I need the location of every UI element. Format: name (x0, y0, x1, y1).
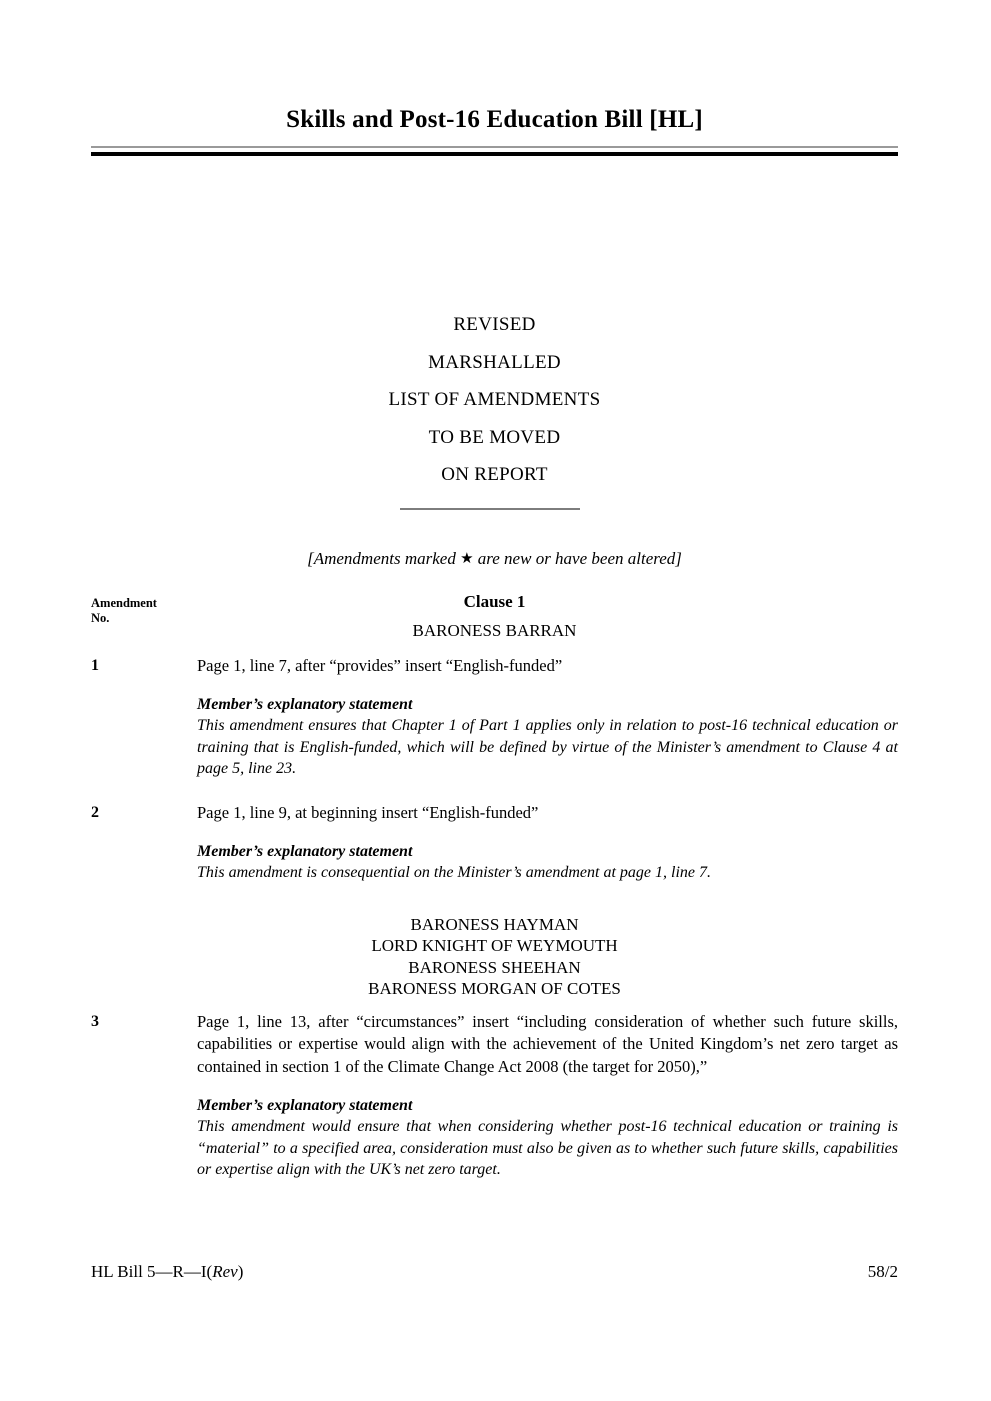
star-note-prefix: [Amendments marked (307, 549, 461, 568)
explanatory-statement (197, 1095, 898, 1181)
title-rule-thin (91, 146, 898, 148)
section-divider-rule (400, 508, 580, 510)
bill-ref-r: R (172, 1262, 184, 1281)
explanatory-statement-body: This amendment would ensure that when considering whether post-16 technical education or training is “material” to a specified area, consideration must also be given as to whether such future skills, capabilities or expertise align with the UK’s net zero target. (197, 1118, 898, 1178)
sponsor-name: LORD KNIGHT OF WEYMOUTH (371, 936, 618, 955)
title-rule-thick (91, 152, 898, 156)
bill-ref-i: I( (200, 1262, 213, 1281)
explanatory-statement-body: This amendment is consequential on the Minister’s amendment at page 1, line 7. (197, 864, 712, 881)
starred-amendments-note (91, 549, 898, 569)
amendment-number: 2 (91, 803, 99, 821)
page-number: 58/2 (867, 1262, 898, 1281)
heading-line-to-be-moved: TO BE MOVED (428, 426, 561, 448)
sponsor-group-1 (91, 620, 898, 642)
column-label-line-1: Amendment (91, 596, 157, 610)
explanatory-statement (197, 694, 898, 780)
amendment-item (91, 802, 898, 884)
amendment-text: Page 1, line 9, at beginning insert “English-funded” (197, 802, 539, 822)
heading-line-on-report: ON REPORT (441, 464, 548, 485)
heading-line-list-of-amendments: LIST OF AMENDMENTS (388, 389, 601, 410)
amendment-text: Page 1, line 7, after “provides” insert “English-funded” (197, 655, 563, 675)
sponsor-name: BARONESS BARRAN (412, 621, 577, 640)
bill-ref-dash-1: — (155, 1262, 173, 1281)
amendment-item (91, 1011, 898, 1181)
sponsor-name: BARONESS HAYMAN (410, 914, 579, 934)
star-icon: ★ (460, 551, 474, 567)
bill-reference (91, 1262, 243, 1282)
explanatory-statement (197, 841, 898, 884)
sponsor-group-2 (91, 914, 898, 1000)
bill-ref-rev: Rev (212, 1262, 238, 1281)
explanatory-statement-title: Member’s explanatory statement (197, 696, 413, 713)
bill-ref-dash-2: — (183, 1262, 201, 1281)
sponsor-name: BARONESS SHEEHAN (408, 957, 581, 977)
bill-ref-prefix: HL Bill 5 (91, 1262, 156, 1281)
amendment-text: Page 1, line 13, after “circumstances” insert “including consideration of whether such future skills, capabilities or expertise would align with the achievement of the United Kingdom’s net zero target as contained in section 1 of the Climate Change Act 2008 (the target for 2050),” (197, 1011, 898, 1076)
page-footer (91, 1262, 898, 1282)
bill-ref-close: ) (237, 1262, 244, 1281)
amendment-number: 3 (91, 1012, 99, 1030)
clause-heading: Clause 1 (463, 592, 526, 611)
explanatory-statement-body: This amendment ensures that Chapter 1 of Part 1 applies only in relation to post-16 technical education or training that is English-funded, which will be defined by virtue of the Minister’s amendment to Clause 4 at page 5, line 23. (197, 717, 898, 777)
sponsor-name: BARONESS MORGAN OF COTES (368, 979, 621, 998)
heading-block (91, 306, 898, 494)
column-label-line-2: No. (91, 611, 110, 625)
amendment-item (91, 655, 898, 780)
star-note-suffix: are new or have been altered] (473, 549, 682, 568)
amendment-number: 1 (91, 656, 99, 674)
explanatory-statement-title: Member’s explanatory statement (197, 1097, 413, 1114)
page-title: Skills and Post-16 Education Bill [HL] (286, 106, 703, 133)
heading-line-revised: REVISED (453, 314, 536, 335)
amendment-list (91, 592, 898, 1181)
explanatory-statement-title: Member’s explanatory statement (197, 843, 413, 860)
heading-line-marshalled: MARSHALLED (428, 351, 561, 373)
